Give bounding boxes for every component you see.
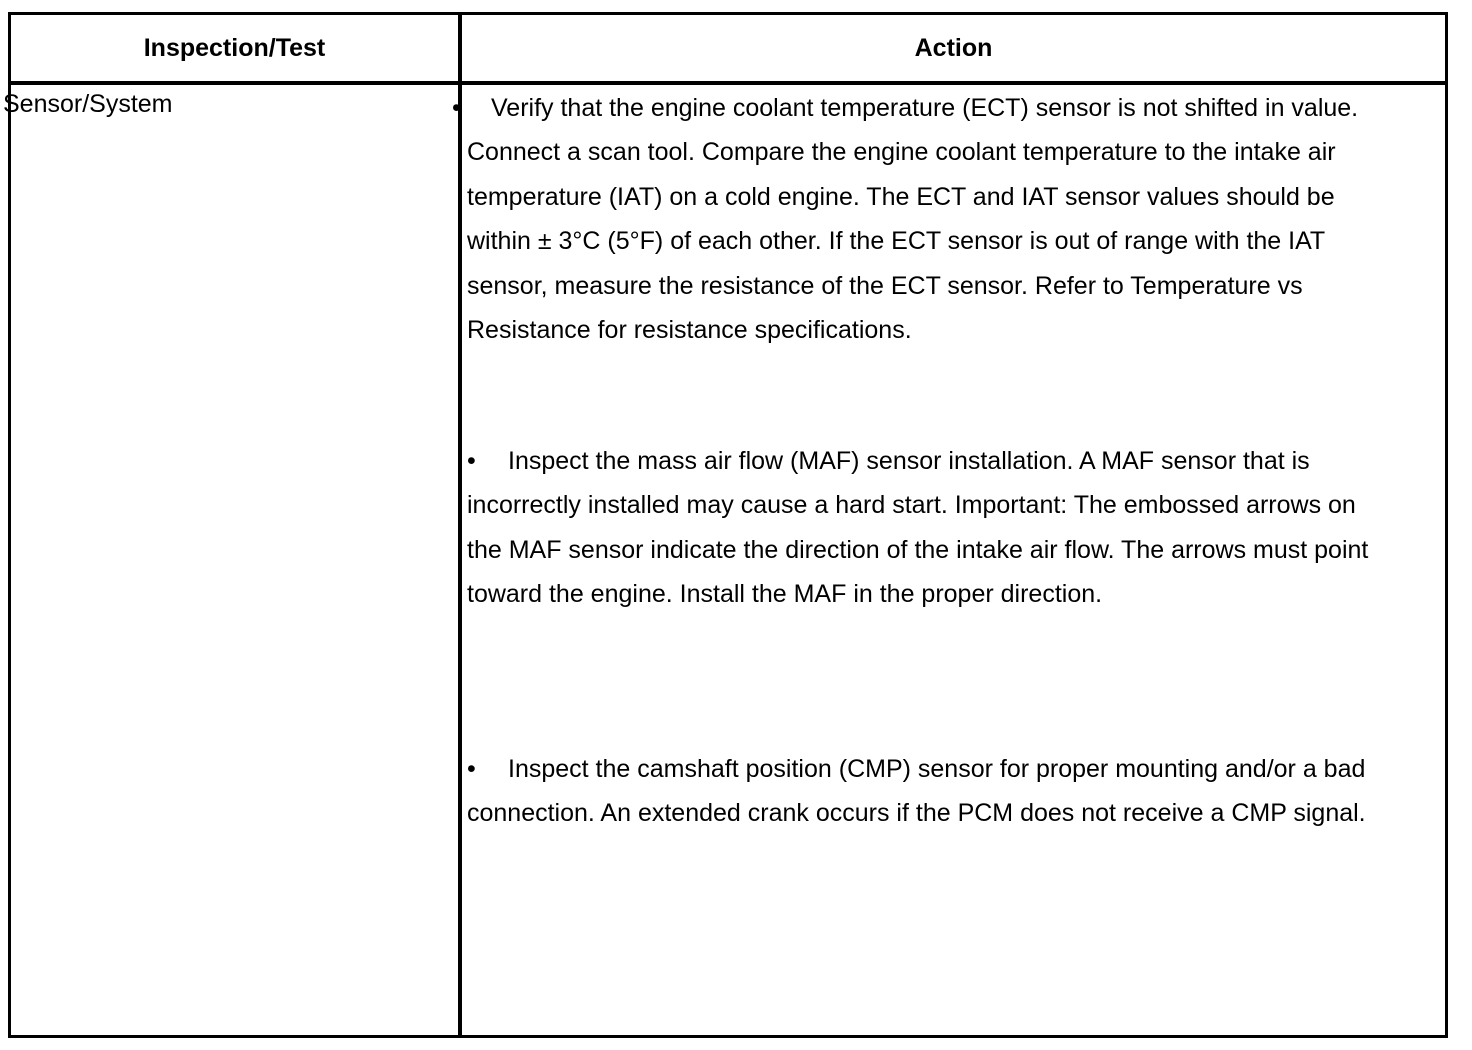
header-action: Action — [914, 33, 993, 62]
bullet-icon: • — [452, 94, 461, 122]
action-text: Verify that the engine coolant temperature (ECT) sensor is not shifted in value. Connect a scan tool. Compare the engine coolant temperature to the intake air temperature (IAT) on a cold engine. The ECT and IAT sensor values should be within ± 3°C (5°F) of each other. If the ECT sensor is out of range with the IAT sensor, measure the resistance of the ECT sensor. Refer to Temperature vs Resistance for resistance specifications. — [467, 94, 1359, 345]
action-text: Inspect the mass air flow (MAF) sensor installation. A MAF sensor that is incorrectly installed may cause a hard start. Important: The embossed arrows on the MAF sensor indicate the direction of the intake air flow. The arrows must point toward the engine. Install the MAF in the proper direction. — [467, 447, 1369, 609]
action-item-cmp-sensor — [467, 747, 1387, 836]
header-divider — [11, 81, 1445, 85]
action-item-maf-sensor — [467, 439, 1387, 617]
bullet-icon: • — [467, 755, 476, 783]
header-inspection-test: Inspection/Test — [143, 33, 326, 62]
action-item-ect-sensor — [452, 86, 1382, 352]
inspection-cell-sensor-system: Sensor/System — [3, 90, 173, 118]
bullet-icon: • — [467, 447, 476, 475]
action-text: Inspect the camshaft position (CMP) sensor for proper mounting and/or a bad connection. An extended crank occurs if the PCM does not receive a CMP signal. — [467, 755, 1366, 828]
